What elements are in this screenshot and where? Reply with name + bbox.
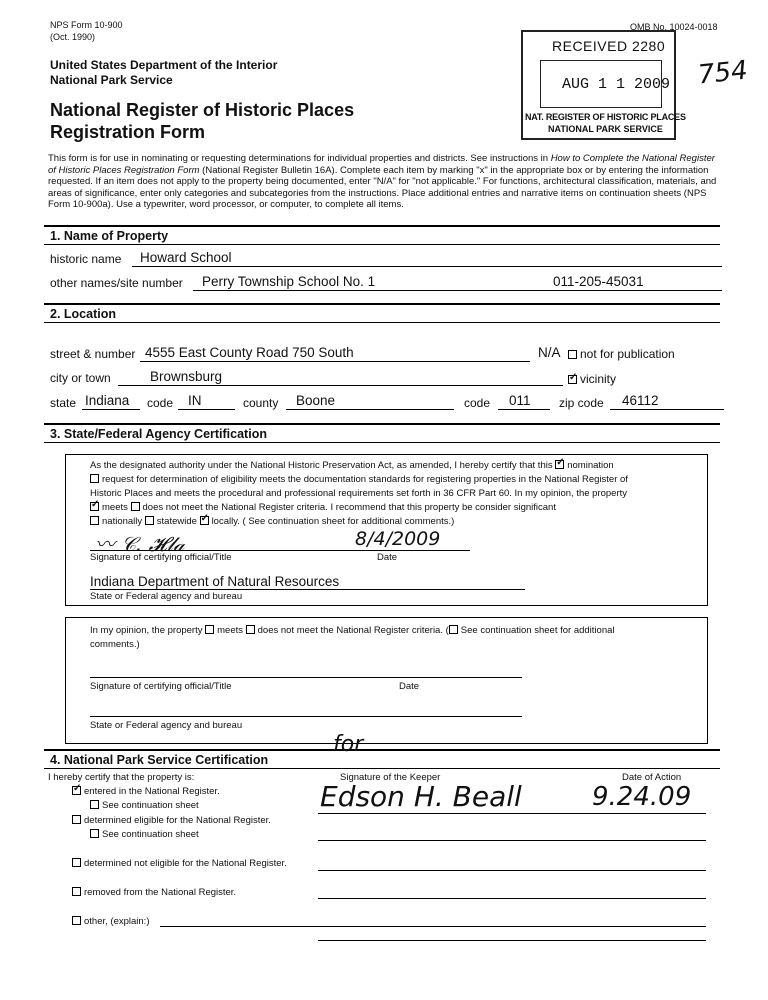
- signature-label: Signature of certifying official/Title: [90, 552, 232, 563]
- state-value[interactable]: Indiana: [85, 393, 130, 408]
- city-value[interactable]: Brownsburg: [150, 369, 223, 384]
- state-code-value[interactable]: IN: [188, 393, 202, 408]
- cert-line5: nationally statewide ✓ locally. ( See continuation sheet for additional comments.): [90, 516, 454, 528]
- other-names-label: other names/site number: [50, 276, 183, 290]
- form-number: NPS Form 10-900: [50, 20, 123, 30]
- street-value[interactable]: 4555 East County Road 750 South: [145, 345, 354, 360]
- zip-label: zip code: [559, 396, 604, 410]
- hereby-certify: I hereby certify that the property is:: [48, 772, 195, 783]
- street-label: street & number: [50, 347, 136, 361]
- historic-name-label: historic name: [50, 252, 122, 266]
- cert-line2: request for determination of eligibility meets the documentation standards for registering properties in the National Register of: [90, 474, 628, 486]
- form-date: (Oct. 1990): [50, 32, 96, 42]
- cert-line4: ✓meets does not meet the National Register criteria. I recommend that this property be consider significant: [90, 502, 556, 514]
- signature-label-2: Signature of certifying official/Title: [90, 681, 232, 692]
- other-names-value[interactable]: Perry Township School No. 1: [202, 274, 376, 289]
- zip-value[interactable]: 46112: [622, 393, 659, 408]
- stamp-line2: NATIONAL PARK SERVICE: [548, 124, 663, 134]
- entered-option[interactable]: ✓entered in the National Register.: [72, 786, 220, 798]
- date-of-action-label: Date of Action: [622, 772, 682, 783]
- omb-number: OMB No. 10024-0018: [630, 22, 718, 32]
- department-name: United States Department of the Interior: [50, 58, 278, 72]
- state-label: state: [50, 396, 77, 410]
- county-label: county: [243, 396, 279, 410]
- intro-paragraph: This form is for use in nominating or requesting determinations for individual properties and districts. See instructions in How to Complete the National Register of Historic Places Registration Form (National Register Bulletin 16A). Complete each item by marking "x" in the appropriate box or by entering the information requested. If an item does not apply to the property being documented, enter "N/A" for "not applicable." For functions, architectural classification, materials, and areas of significance, enter only categories and subcategories from the instructions. Place additional entries and narrative items on continuation sheets (NPS Form 10-900a). Use a typewriter, word processor, or computer, to complete all items.: [48, 153, 717, 210]
- not-eligible-option[interactable]: determined not eligible for the National Register.: [72, 858, 287, 870]
- agency-label: State or Federal agency and bureau: [90, 591, 243, 602]
- other-option[interactable]: other, (explain:): [72, 916, 149, 928]
- na-text: N/A: [538, 345, 561, 360]
- city-label: city or town: [50, 371, 111, 385]
- county-value[interactable]: Boone: [296, 393, 336, 408]
- section-3-header: 3. State/Federal Agency Certification: [44, 423, 720, 443]
- form-title-line1: National Register of Historic Places: [50, 100, 355, 120]
- section-4-header: 4. National Park Service Certification: [44, 749, 720, 769]
- county-code-value[interactable]: 011: [509, 393, 531, 408]
- stamp-line1: NAT. REGISTER OF HISTORIC PLACES: [525, 112, 686, 122]
- eligible-option[interactable]: determined eligible for the National Register.: [72, 815, 271, 827]
- state-code-label: code: [147, 396, 174, 410]
- agency-value[interactable]: Indiana Department of Natural Resources: [90, 574, 340, 589]
- signature-date: 8/4/2009: [355, 528, 441, 550]
- site-number[interactable]: 011-205-45031: [553, 274, 644, 289]
- cert-line3: Historic Places and meets the procedural and professional requirements set forth in 36 CFR Part 60. In my opinion, the property: [90, 488, 628, 499]
- removed-option[interactable]: removed from the National Register.: [72, 887, 236, 899]
- handwritten-ref: 754: [696, 55, 750, 91]
- date-of-action: 9.24.09: [592, 782, 692, 812]
- section-1-header: 1. Name of Property: [44, 225, 720, 245]
- see-continuation-2[interactable]: See continuation sheet: [90, 829, 199, 841]
- see-continuation-1[interactable]: See continuation sheet: [90, 800, 199, 812]
- historic-name-value[interactable]: Howard School: [140, 250, 232, 265]
- vicinity-checkbox[interactable]: ✓ vicinity: [568, 372, 616, 386]
- stamp-received: RECEIVED 2280: [552, 38, 666, 54]
- form-title-line2: Registration Form: [50, 122, 206, 142]
- stamp-date: AUG 1 1 2009: [562, 76, 671, 93]
- section-2-header: 2. Location: [44, 303, 720, 323]
- keeper-label: Signature of the Keeper: [340, 772, 441, 783]
- for-handwritten: for: [333, 732, 364, 757]
- service-name: National Park Service: [50, 73, 173, 87]
- agency-label-2: State or Federal agency and bureau: [90, 720, 243, 731]
- not-for-publication[interactable]: not for publication: [568, 347, 675, 361]
- certifying-signature: 〰 𝒞. 𝓗𝓁𝒶: [95, 532, 185, 556]
- date-label: Date: [377, 552, 398, 563]
- opinion-comments: comments.): [90, 639, 140, 650]
- opinion-line: In my opinion, the property meets does not meet the National Register criteria. ( See continuation sheet for additional: [90, 625, 615, 636]
- cert-line1: As the designated authority under the National Historic Preservation Act, as amended, I hereby certify that this ✓ nomination: [90, 460, 614, 472]
- keeper-signature: Edson H. Beall: [320, 780, 522, 813]
- date-label-2: Date: [399, 681, 420, 692]
- county-code-label: code: [464, 396, 491, 410]
